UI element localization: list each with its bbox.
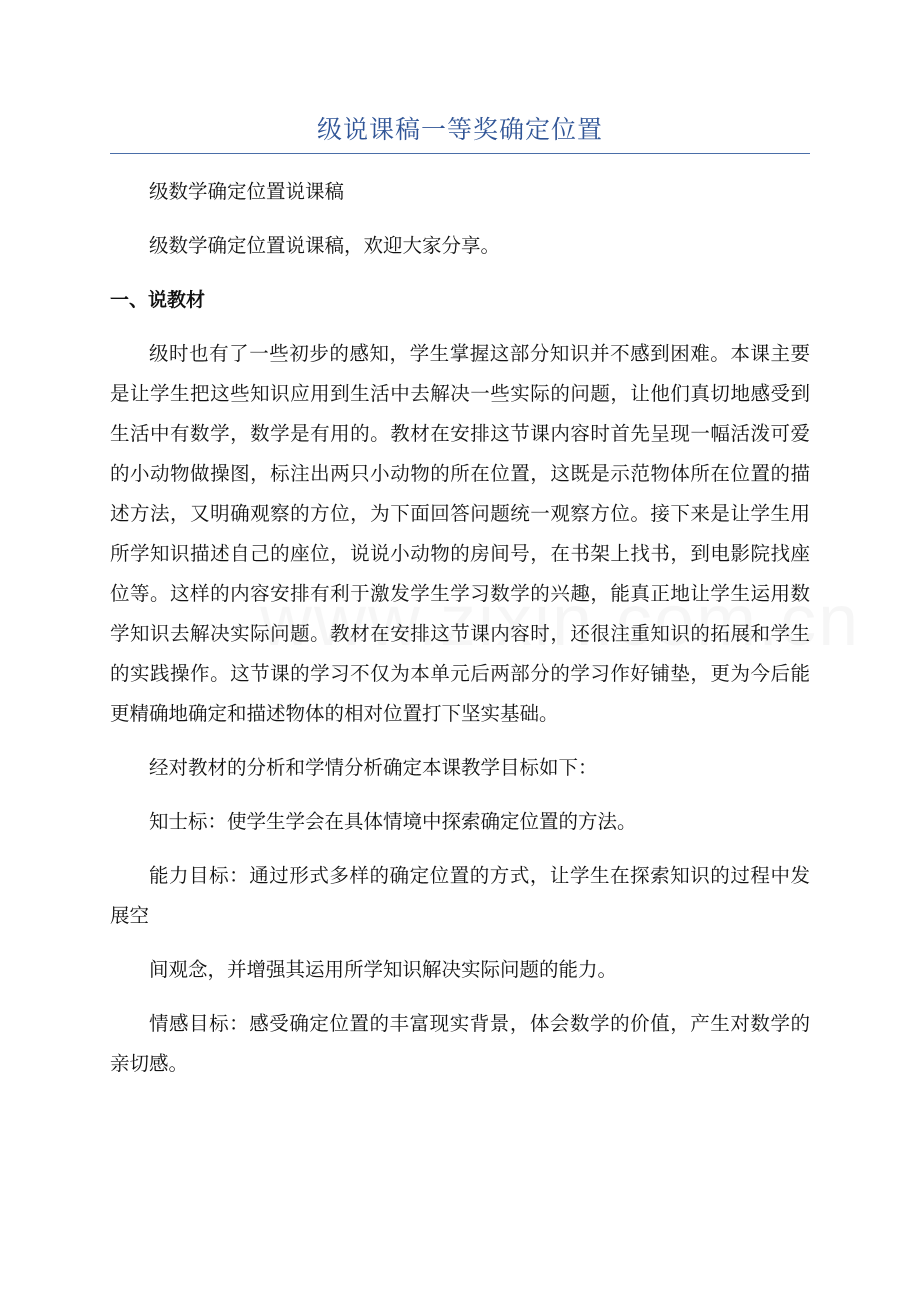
paragraph: 级时也有了一些初步的感知，学生掌握这部分知识并不感到困难。本课主要是让学生把这些知识应用到生活中去解决一些实际的问题，让他们真切地感受到生活中有数学，数学是有用的。教材在安排这节课内容时首先呈现一幅活泼可爱的小动物做操图，标注出两只小动物的所在位置，这既是示范物体所在位置的描述方法，又明确观察的方位，为下面回答问题统一观察方位。接下来是让学生用所学知识描述自己的座位，说说小动物的房间号，在书架上找书，到电影院找座位等。这样的内容安排有利于激发学生学习数学的兴趣，能真正地让学生运用数学知识去解决实际问题。教材在安排这节课内容时，还很注重知识的拓展和学生的实践操作。这节课的学习不仅为本单元后两部分的学习作好铺垫，更为今后能更精确地确定和描述物体的相对位置打下坚实基础。: [110, 342, 810, 725]
paragraph: 知士标：使学生学会在具体情境中探索确定位置的方法。: [149, 810, 637, 833]
paragraph: 间观念，并增强其运用所学知识解决实际问题的能力。: [149, 958, 618, 981]
paragraph: 情感目标：感受确定位置的丰富现实背景，体会数学的价值，产生对数学的亲切感。: [110, 1012, 810, 1075]
paragraph: 能力目标：通过形式多样的确定位置的方式，让学生在探索知识的过程中发展空: [110, 864, 810, 927]
document-body: [110, 172, 810, 1084]
paragraph: 级数学确定位置说课稿，欢迎大家分享。: [149, 234, 501, 257]
section-heading: 一、说教材: [110, 289, 206, 311]
title-divider: [110, 153, 810, 154]
paragraph: 级数学确定位置说课稿: [149, 180, 345, 203]
paragraph: 经对教材的分析和学情分析确定本课教学目标如下：: [149, 756, 598, 779]
document-title: 级说课稿一等奖确定位置: [316, 115, 603, 144]
